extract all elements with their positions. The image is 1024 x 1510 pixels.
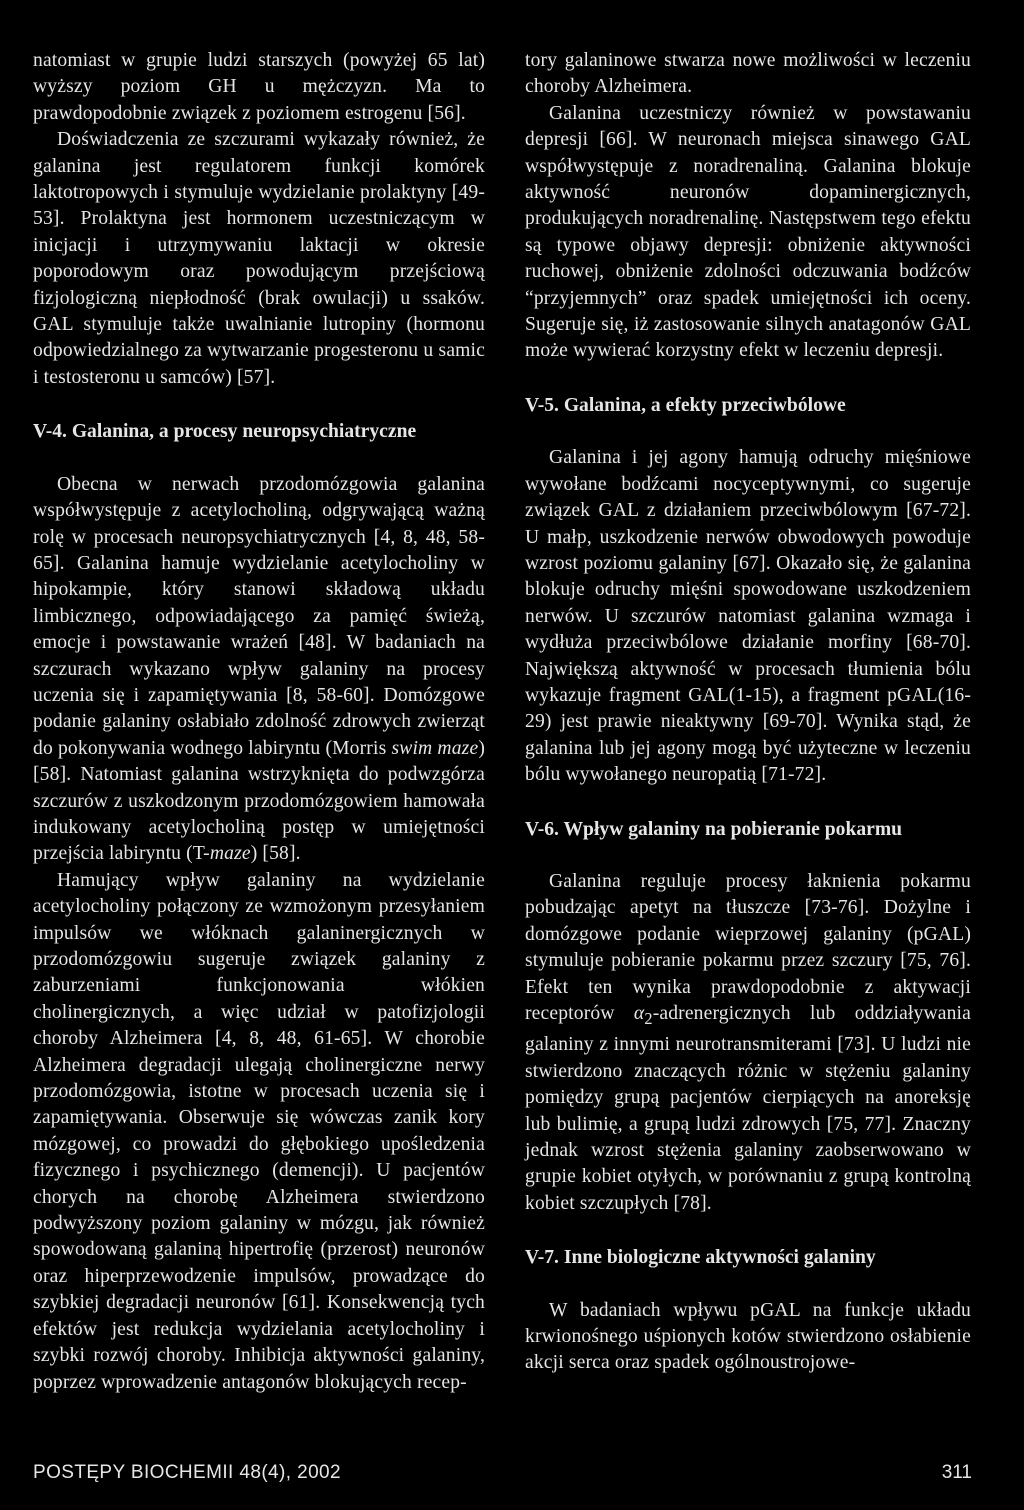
left-column <box>33 48 485 1396</box>
paragraph: W badaniach wpływu pGAL na funkcje układu krwionośnego uśpionych kotów stwierdzono osłabienie akcji serca oraz spadek ogólnoustrojowe- <box>525 1299 971 1374</box>
paragraph: Doświadczenia ze szczurami wykazały również, że galanina jest regulatorem funkcji komórek laktotropowych i stymuluje wydzielanie prolaktyny [49-53]. Prolaktyna jest hormonem uczestniczącym w inicjacji i utrzymywaniu laktacji w okresie poporodowym oraz powodującym przejściową fizjologiczną niepłodność (brak owulacji) u ssaków. GAL stymuluje także uwalnianie lutropiny (hormonu odpowiedzialnego za wytwarzanie progesteronu u samic i testosteronu u samców) [57]. <box>33 129 485 388</box>
page-number: 311 <box>941 1462 972 1483</box>
italic-term: swim maze <box>391 737 479 759</box>
text-run: Obecna w nerwach przodomózgowia galanina współwystępuje z acetylocholiną, odgrywającą ważną rolę w procesach neuropsychiatrycznych [4, 8, 48, 58-65]. Galanina hamuje wydzielanie acetylocholiny w hipokampie, który stanowi składową układu limbicznego, odpowiadającego za pamięć świeżą, emocje i powstawanie wrażeń [48]. W badaniach na szczurach wykazano wpływ galaniny na procesy uczenia się i zapamiętywania [8, 58-60]. Domózgowe podanie galaniny osłabiało zdolność zdrowych zwierząt do pokonywania wodnego labiryntu (Morris <box>33 473 485 759</box>
paragraph: Galanina uczestniczy również w powstawaniu depresji [66]. W neuronach miejsca sinawego GAL współwystępuje z noradrenaliną. Galanina blokuje aktywność neuronów dopaminergicznych, produkujących noradrenalinę. Następstwem tego efektu są typowe objawy depresji: obniżenie aktywności ruchowej, obniżenie zdolności odczuwania bodźców “przyjemnych” oraz spadek umiejętności ich oceny. Sugeruje się, iż zastosowanie silnych anatagonów GAL może wywierać korzystny efekt w leczeniu depresji. <box>525 102 971 362</box>
italic-term: maze <box>209 843 251 865</box>
section-heading-v6: V-6. Wpływ galaniny na pobieranie pokarmu <box>525 818 903 840</box>
section-heading-v5: V-5. Galanina, a efekty przeciwbólowe <box>525 394 846 416</box>
right-column <box>525 48 971 1377</box>
paragraph <box>33 472 485 868</box>
paragraph <box>525 869 971 1217</box>
text-run: -adrenergicznych lub oddziaływania galaniny z innymi neurotransmiterami [73]. U ludzi nie stwierdzono znaczących różnic w stężeniu galaniny pomiędzy grupą pacjentów cierpiących na anoreksję lub bulimię, a grupą ludzi zdrowych [75, 77]. Znaczny jednak wzrost stężenia galaniny zaobserwowano w grupie kobiet otyłych, w porównaniu z grupą kontrolną kobiet szczupłych [78]. <box>525 1003 971 1214</box>
paragraph: Hamujący wpływ galaniny na wydzielanie acetylocholiny połączony ze wzmożonym przesyłaniem impulsów we włóknach galaninergicznych w przodomózgowiu sugeruje związek galaniny z zaburzeniami funkcjonowania włókien cholinergicznych, a więc udział w patofizjologii choroby Alzheimera [4, 8, 48, 61-65]. W chorobie Alzheimera degradacji ulegają cholinergiczne nerwy przodomózgowia, istotne w procesach uczenia się i zapamiętywania. Obserwuje się wówczas zanik kory mózgowej, co prowadzi do głębokiego upośledzenia fizycznego i psychicznego (demencji). U pacjentów chorych na chorobę Alzheimera stwierdzono podwyższony poziom galaniny w mózgu, jak również spowodowaną galaniną hipertrofię (przerost) neuronów oraz hiperprzewodzenie impulsów, prowadzące do szybkiej degradacji neuronów [61]. Konsekwencją tych efektów jest redukcja wydzielania acetylocholiny i szybki rozwój choroby. Inhibicja aktywności galaniny, poprzez wprowadzenie antagonów blokujących recep- <box>33 869 485 1393</box>
text-run: ) [58]. <box>250 843 301 865</box>
section-heading-v7: V-7. Inne biologiczne aktywności galaniny <box>525 1247 876 1269</box>
paragraph: tory galaninowe stwarza nowe możliwości w leczeniu choroby Alzheimera. <box>525 50 971 98</box>
text-run: Galanina reguluje procesy łaknienia pokarmu pobudzając apetyt na tłuszcze [73-76]. Dożylne i domózgowe podanie wieprzowej galaniny (pGAL) stymuluje pobieranie pokarmu przez szczury [75, 76]. Efekt ten wynika prawdopodobnie z aktywacji receptorów <box>525 870 971 1024</box>
journal-footer: POSTĘPY BIOCHEMII 48(4), 2002 <box>33 1462 341 1483</box>
paragraph: Galanina i jej agony hamują odruchy mięśniowe wywołane bodźcami nocyceptywnymi, co sugeruje związek GAL z działaniem przeciwbólowym [67-72]. U małp, uszkodzenie nerwów obwodowych powoduje wzrost poziomu galaniny [67]. Okazało się, że galanina blokuje odruchy mięśni spowodowane uszkodzeniem nerwów. U szczurów natomiast galanina wzmaga i wydłuża przeciwbólowe działanie morfiny [68-70]. Największą aktywność w procesach tłumienia bólu wykazuje fragment GAL(1-15), a fragment pGAL(16-29) jest prawie nieaktywny [69-70]. Wynika stąd, że galanina lub jej agony mogą być użyteczne w leczeniu bólu wywołanego neuropatią [71-72]. <box>525 447 971 786</box>
paragraph: natomiast w grupie ludzi starszych (powyżej 65 lat) wyższy poziom GH u mężczyzn. Ma to prawdopodobnie związek z poziomem estrogenu [56]. <box>33 50 485 124</box>
alpha-symbol: α <box>633 1003 645 1024</box>
section-heading-v4: V-4. Galanina, a procesy neuropsychiatryczne <box>33 421 417 443</box>
subscript: 2 <box>644 1008 653 1028</box>
text-run: ) [58]. Natomiast galanina wstrzyknięta do podwzgórza szczurów z uszkodzonym przodomózgowiem hamowała indukowany acetylocholiną postęp w umiejętności przejścia labiryntu (T- <box>33 737 485 865</box>
